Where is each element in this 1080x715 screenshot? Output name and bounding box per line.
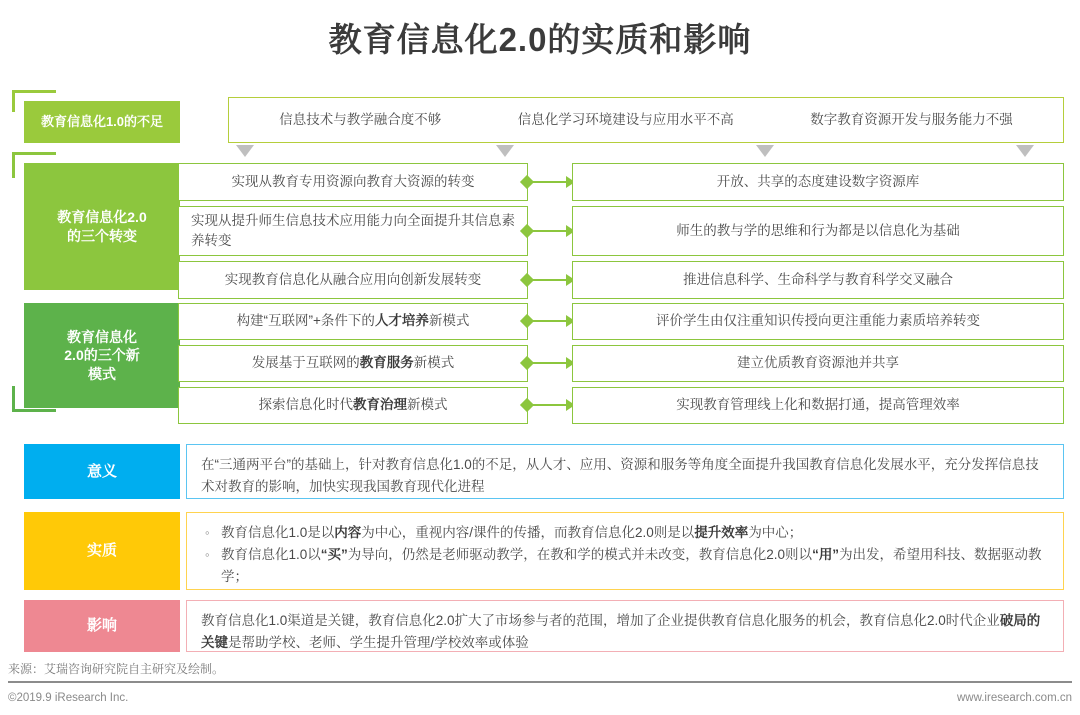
newmode-left-3-pre: 探索信息化时代	[258, 397, 353, 413]
newmode-left-1-pre: 构建“互联网”+条件下的	[236, 313, 375, 329]
newmode-left-3-bold: 教育治理	[353, 397, 407, 413]
meaning-paragraph: 在“三通两平台”的基础上，针对教育信息化1.0的不足，从人才、应用、资源和服务等角度全面提升我国教育信息化发展水平，充分发挥信息技术对教育的影响，加快实现我国教育现代化进程	[201, 457, 1039, 495]
connector-arrow-3	[522, 273, 578, 287]
impact-bold: 破局的关键	[201, 613, 1041, 651]
website-url: www.iresearch.com.cn	[956, 692, 1072, 704]
label-deficiency: 教育信息化1.0的不足	[24, 101, 180, 143]
newmode-left-1-post: 新模式	[428, 313, 470, 329]
meaning-text-box	[186, 444, 1064, 499]
newmode-left-2-bold: 教育服务	[359, 355, 414, 371]
source-note: 来源：艾瑞咨询研究院自主研究及绘制。	[8, 662, 225, 676]
essence-bullet-1	[201, 522, 1049, 544]
impact-part1: 教育信息化1.0渠道是关键，教育信息化2.0扩大了市场参与者的范围，增加了企业提供教育信息化服务的机会，教育信息化2.0时代企业	[201, 613, 1000, 628]
newmode-left-2-pre: 发展基于互联网的	[251, 355, 360, 371]
essence-b1-p1: 教育信息化1.0是以	[221, 525, 335, 540]
impact-paragraph	[201, 610, 1049, 655]
essence-b2-p3: 为出发，希望用科技、数据驱动教学；	[221, 546, 1042, 584]
newmode-right-2: 建立优质教育资源池并共享	[572, 345, 1064, 382]
essence-b2-bold1: “买”	[320, 546, 348, 562]
down-triangle-4	[1016, 145, 1034, 157]
transform-right-3: 推进信息科学、生命科学与教育科学交叉融合	[572, 261, 1064, 299]
label-transforms	[24, 163, 180, 290]
essence-b2-p1: 教育信息化1.0以	[221, 546, 321, 562]
deficiency-item-3: 数字教育资源开发与服务能力不强	[810, 111, 1013, 127]
essence-bullet-2	[201, 544, 1049, 588]
deficiency-strip	[228, 97, 1064, 143]
newmode-right-3: 实现教育管理线上化和数据打通，提高管理效率	[572, 387, 1064, 424]
label-impact: 影响	[24, 600, 180, 652]
essence-b2-bold2: “用”	[812, 546, 840, 562]
essence-b1-p3: 为中心；	[748, 525, 803, 540]
essence-bullet-list	[201, 522, 1049, 588]
transform-right-2: 师生的教与学的思维和行为都是以信息化为基础	[572, 206, 1064, 256]
label-newmodes-line3: 模式	[88, 365, 116, 382]
deficiency-item-1: 信息技术与教学融合度不够	[279, 111, 442, 127]
transform-left-1: 实现从教育专用资源向教育大资源的转变	[178, 163, 528, 201]
connector-arrow-2	[522, 224, 578, 238]
essence-b1-bold2: 提升效率	[694, 525, 749, 540]
newmode-left-3	[178, 387, 528, 424]
transform-left-2: 实现从提升师生信息技术应用能力向全面提升其信息素养转变	[178, 206, 528, 256]
deficiency-item-2: 信息化学习环境建设与应用水平不高	[517, 111, 734, 127]
essence-text-box	[186, 512, 1064, 590]
impact-part2: 是帮助学校、老师、学生提升管理/学校效率或体验	[228, 635, 529, 651]
copyright-text: ©2019.9 iResearch Inc.	[8, 692, 129, 704]
footer-divider	[8, 681, 1072, 683]
newmode-left-2-post: 新模式	[413, 355, 455, 371]
connector-arrow-1	[522, 175, 578, 189]
connector-arrow-5	[522, 356, 578, 370]
label-transforms-line2: 的三个转变	[67, 227, 137, 244]
connector-arrow-4	[522, 314, 578, 328]
label-meaning: 意义	[24, 444, 180, 499]
label-transforms-line1: 教育信息化2.0	[57, 209, 147, 226]
page-title: 教育信息化2.0的实质和影响	[328, 21, 752, 58]
transform-left-3: 实现教育信息化从融合应用向创新发展转变	[178, 261, 528, 299]
impact-text-box	[186, 600, 1064, 652]
label-essence: 实质	[24, 512, 180, 590]
transform-right-1: 开放、共享的态度建设数字资源库	[572, 163, 1064, 201]
label-newmodes-line1: 教育信息化	[67, 328, 137, 345]
essence-b2-p2: 为导向，仍然是老师驱动教学，在教和学的模式并未改变，教育信息化2.0则以	[347, 546, 813, 562]
essence-b1-p2: 为中心，重视内容/课件的传播，而教育信息化2.0则是以	[361, 525, 695, 540]
down-triangle-3	[756, 145, 774, 157]
label-newmodes	[24, 303, 180, 408]
down-triangle-2	[496, 145, 514, 157]
newmode-right-1: 评价学生由仅注重知识传授向更注重能力素质培养转变	[572, 303, 1064, 340]
newmode-left-1	[178, 303, 528, 340]
newmode-left-2	[178, 345, 528, 382]
down-triangle-1	[236, 145, 254, 157]
connector-arrow-6	[522, 398, 578, 412]
label-newmodes-line2: 2.0的三个新	[64, 347, 140, 364]
newmode-left-1-bold: 人才培养	[374, 313, 429, 329]
newmode-left-3-post: 新模式	[407, 397, 448, 413]
essence-b1-bold1: 内容	[334, 525, 362, 540]
